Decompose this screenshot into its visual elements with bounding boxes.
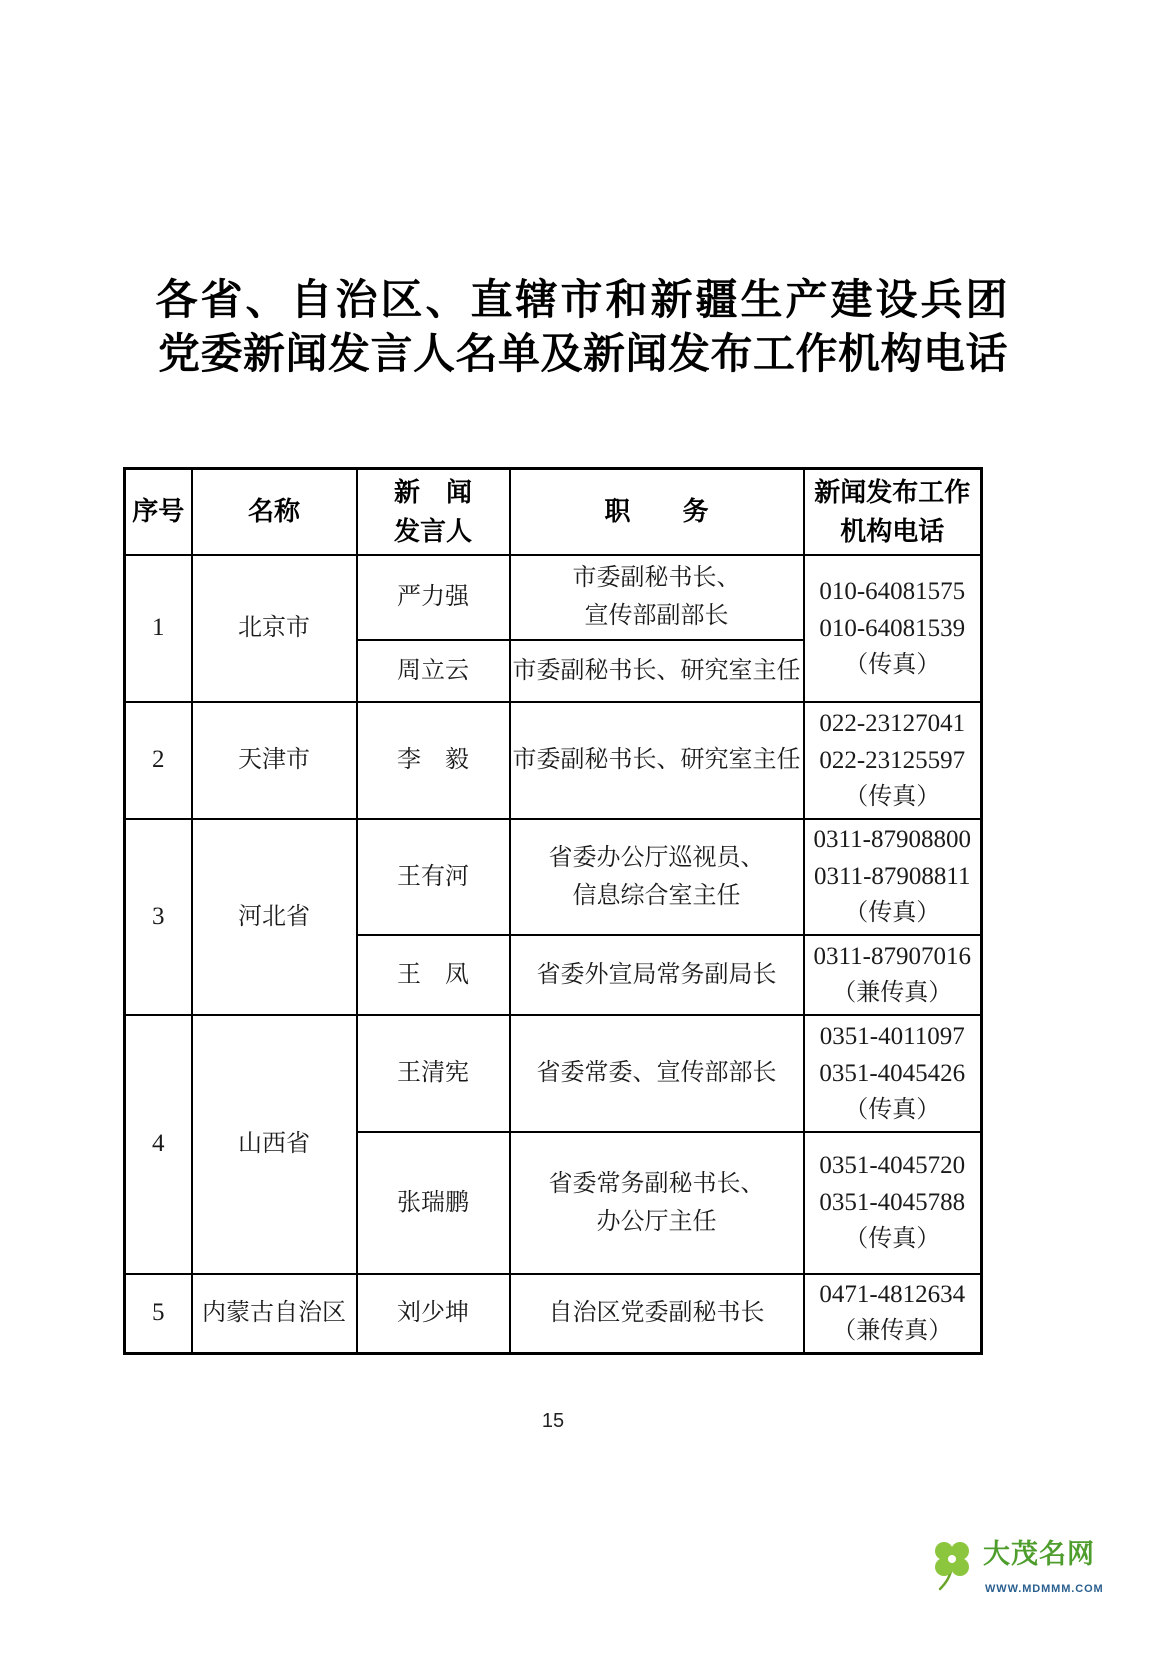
page-number: 15 — [541, 1410, 565, 1432]
table-row — [125, 555, 982, 640]
phone-note: （传真） — [844, 651, 941, 678]
index-text: 1 — [152, 614, 165, 641]
position-line: 省委常委、宣传部部长 — [536, 1060, 777, 1086]
watermark-site-name: 大茂名网 — [983, 1539, 1095, 1570]
cell-phone — [804, 555, 982, 702]
phone-line: 010-64081539 — [819, 614, 966, 642]
cell-spokesperson — [357, 555, 510, 640]
phone-line: 0471-4812634 — [819, 1281, 966, 1309]
header-spokesperson-line: 新 闻 — [393, 477, 472, 507]
position-line: 宣传部副部长 — [584, 603, 729, 629]
table-row — [125, 1015, 982, 1132]
cell-position — [510, 1274, 804, 1354]
phone-line: 0311-87908811 — [814, 863, 971, 890]
cell-region — [192, 819, 357, 1015]
spokesperson-name: 王清宪 — [397, 1060, 469, 1086]
cell-spokesperson — [357, 702, 510, 819]
cell-spokesperson — [357, 935, 510, 1015]
cell-region — [192, 1015, 357, 1274]
cell-position — [510, 702, 804, 819]
clover-center — [948, 1555, 956, 1563]
region-text: 内蒙古自治区 — [202, 1300, 346, 1327]
spokesperson-table — [123, 467, 983, 1355]
spokesperson-name: 王有河 — [397, 863, 469, 890]
phone-line: 0351-4045426 — [819, 1059, 966, 1087]
cell-phone — [804, 1274, 982, 1354]
header-phone — [804, 469, 982, 555]
position-line: 市委副秘书长、研究室主任 — [512, 657, 801, 684]
cell-index — [125, 702, 192, 819]
spokesperson-name: 刘少坤 — [397, 1300, 469, 1327]
table-row — [125, 819, 982, 935]
cell-phone — [804, 1132, 982, 1274]
cell-phone — [804, 702, 982, 819]
cell-index — [125, 1274, 192, 1354]
region-text: 河北省 — [238, 903, 310, 930]
cell-index — [125, 1015, 192, 1274]
cell-spokesperson — [357, 819, 510, 935]
position-line: 办公厅主任 — [596, 1208, 717, 1235]
phone-line: 022-23127041 — [819, 709, 966, 737]
phone-line: 0351-4011097 — [819, 1022, 965, 1050]
cell-phone — [804, 819, 982, 935]
phone-line: 0311-87908800 — [813, 826, 971, 853]
cell-region — [192, 1274, 357, 1354]
title-line-2: 党委新闻发言人名单及新闻发布工作机构电话 — [157, 332, 1008, 378]
clover-icon — [928, 1537, 976, 1593]
cell-spokesperson — [357, 1132, 510, 1274]
phone-line: 0351-4045788 — [819, 1189, 966, 1216]
spokesperson-name: 周立云 — [397, 657, 469, 684]
phone-note: （兼传真） — [832, 979, 953, 1006]
header-index — [125, 469, 192, 555]
position-line: 省委办公厅巡视员、 — [548, 844, 765, 871]
phone-line: 010-64081575 — [819, 577, 966, 605]
spokesperson-name: 王 凤 — [397, 961, 469, 988]
index-text: 4 — [152, 1130, 165, 1157]
phone-line: 0351-4045720 — [819, 1152, 966, 1179]
spokesperson-name: 张瑞鹏 — [397, 1189, 469, 1216]
cell-position — [510, 935, 804, 1015]
header-position — [510, 469, 804, 555]
table-row — [125, 702, 982, 819]
cell-spokesperson — [357, 1274, 510, 1354]
position-line: 市委副秘书长、 — [572, 565, 741, 591]
cell-index — [125, 555, 192, 702]
cell-position — [510, 1132, 804, 1274]
index-text: 5 — [152, 1299, 165, 1327]
phone-note: （传真） — [844, 1096, 941, 1123]
cell-position — [510, 1015, 804, 1132]
table-row — [125, 1274, 982, 1354]
cell-position — [510, 555, 804, 640]
cell-position — [510, 819, 804, 935]
header-phone-line: 新闻发布工作 — [814, 477, 971, 507]
index-text: 3 — [152, 902, 165, 930]
position-line: 省委常务副秘书长、 — [548, 1170, 765, 1197]
cell-position — [510, 640, 804, 702]
header-region — [192, 469, 357, 555]
spokesperson-name: 严力强 — [397, 584, 469, 610]
cell-phone — [804, 935, 982, 1015]
phone-note: （传真） — [844, 1226, 941, 1252]
region-text: 北京市 — [238, 615, 310, 641]
watermark-site-url: WWW.MDMMM.COM — [985, 1583, 1104, 1595]
phone-note: （兼传真） — [832, 1318, 953, 1345]
index-text: 2 — [152, 746, 165, 773]
header-region-label: 名称 — [247, 497, 300, 527]
position-line: 自治区党委副秘书长 — [548, 1300, 765, 1327]
table-header-row — [125, 469, 982, 555]
cell-index — [125, 819, 192, 1015]
phone-line: 0311-87907016 — [813, 942, 971, 970]
header-position-label: 职 务 — [604, 497, 709, 527]
region-text: 山西省 — [238, 1131, 310, 1157]
cell-spokesperson — [357, 1015, 510, 1132]
cell-spokesperson — [357, 640, 510, 702]
cell-region — [192, 702, 357, 819]
position-line: 信息综合室主任 — [572, 882, 741, 909]
position-line: 省委外宣局常务副局长 — [536, 961, 777, 988]
spokesperson-name: 李 毅 — [397, 747, 469, 773]
position-line: 市委副秘书长、研究室主任 — [512, 747, 801, 773]
header-spokesperson-line: 发言人 — [393, 516, 472, 546]
header-phone-line: 机构电话 — [840, 516, 945, 546]
header-spokesperson — [357, 469, 510, 555]
title-line-1: 各省、自治区、直辖市和新疆生产建设兵团 — [155, 278, 1011, 324]
header-index-label: 序号 — [132, 497, 185, 527]
cell-region — [192, 555, 357, 702]
region-text: 天津市 — [238, 747, 310, 773]
cell-phone — [804, 1015, 982, 1132]
phone-note: （传真） — [844, 783, 941, 810]
phone-note: （传真） — [844, 900, 941, 926]
phone-line: 022-23125597 — [819, 746, 966, 774]
